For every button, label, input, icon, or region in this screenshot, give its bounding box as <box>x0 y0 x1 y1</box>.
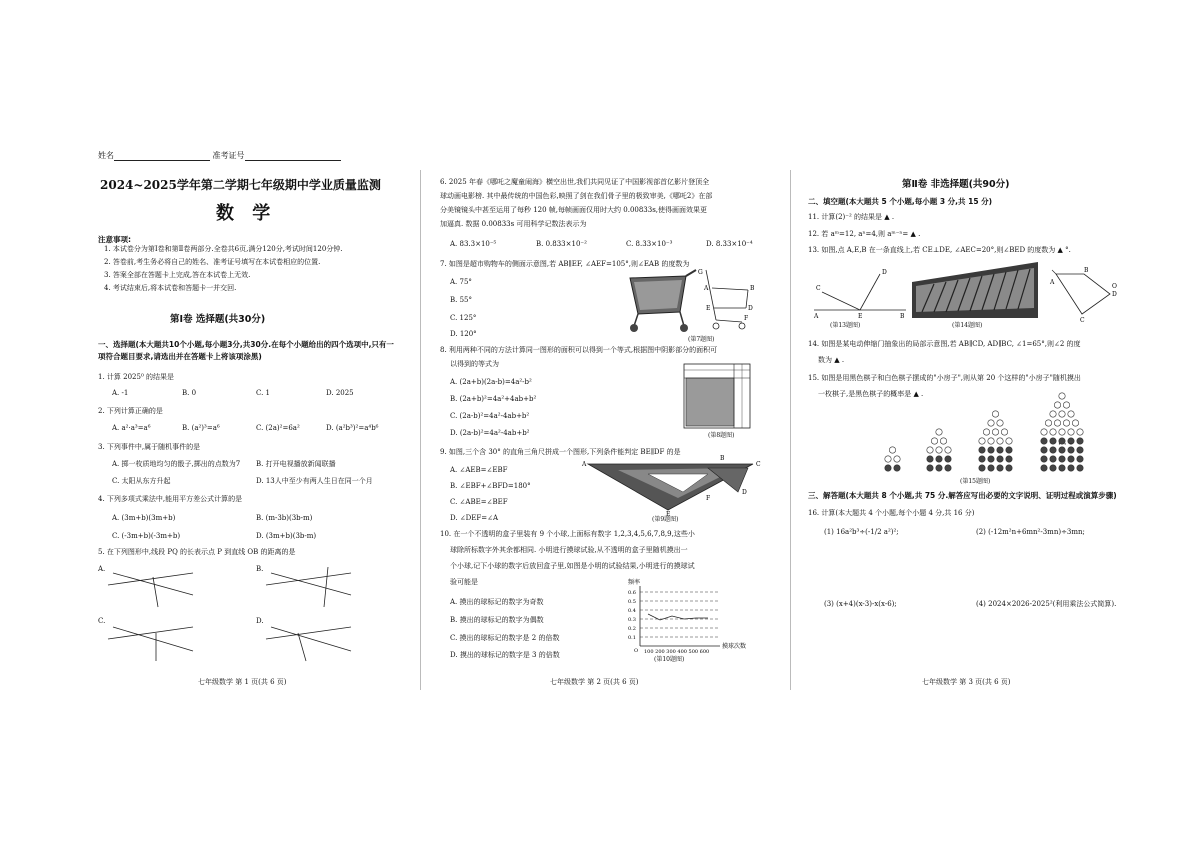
white-piece <box>1068 411 1074 417</box>
q15-ellipsis: · · · <box>1058 440 1073 450</box>
q10-line-4: 验可能是 <box>450 578 478 586</box>
page-3 <box>808 0 1118 849</box>
q7-label-d: D <box>748 305 753 312</box>
q5-option-a: A. <box>98 565 106 573</box>
name-label: 姓名 <box>98 151 114 160</box>
id-blank <box>245 152 341 161</box>
q8-stem-1: 8. 利用两种不同的方法计算同一图形的面积可以得到一个等式,根据图中阴影部分的面积可 <box>440 346 718 354</box>
black-piece <box>979 456 985 462</box>
q8-option-a: A. (2a+b)(2a-b)=4a²-b² <box>450 378 532 386</box>
q16-stem: 16. 计算(本大题共 4 个小题,每个小题 4 分,共 16 分) <box>808 509 975 517</box>
notice-title: 注意事项: <box>98 235 131 244</box>
black-piece <box>997 456 1003 462</box>
q10-chart-xlabel: 摸球次数 <box>722 643 747 650</box>
white-piece <box>1059 393 1065 399</box>
q2-option-d: D. (a²b³)²=a⁴b⁶ <box>326 424 379 432</box>
q10-ytick: 0.5 <box>628 599 636 605</box>
q16-part-3: (3) (x+4)(x-3)-x(x-6); <box>824 600 897 608</box>
column-divider <box>790 170 791 690</box>
q15-line-2: 一枚棋子,是黑色棋子的概率是 ▲ . <box>818 390 924 398</box>
q8-caption: (第8题图) <box>708 432 735 439</box>
q11: 11. 计算(2)⁻² 的结果是 ▲ . <box>808 213 895 221</box>
q10-option-c: C. 摸出的球标记的数字是 2 的倍数 <box>450 634 560 642</box>
black-piece <box>1006 447 1012 453</box>
notice-1: 1. 本试卷分为第Ⅰ卷和第Ⅱ卷两部分.全卷共6页,满分120分,考试时间120分钟. <box>104 245 343 253</box>
q6-option-b: B. 0.833×10⁻² <box>536 240 587 248</box>
q1-option-d: D. 2025 <box>326 389 354 397</box>
q14-label-o: O <box>1112 283 1117 290</box>
q2-option-c: C. (2a)²=6a² <box>256 424 300 432</box>
white-piece <box>894 456 900 462</box>
q5-figure-a <box>108 563 198 613</box>
q10-ytick: 0.1 <box>628 635 636 641</box>
black-piece <box>936 456 942 462</box>
column-divider <box>420 170 421 690</box>
q14-label-b: B <box>1084 267 1089 274</box>
black-piece <box>927 456 933 462</box>
white-piece <box>992 411 998 417</box>
q14-line-1: 14. 如图是某电动伸缩门抽象出的局部示意图,若 AB∥CD, AD∥BC, ∠1=65°,则∠2 的度 <box>808 340 1081 348</box>
q5-option-c: C. <box>98 617 106 625</box>
white-piece <box>936 429 942 435</box>
q9-option-a: A. ∠AEB=∠EBF <box>450 466 508 474</box>
q10-ytick: 0.6 <box>628 590 636 596</box>
white-piece <box>1063 402 1069 408</box>
q10-line-1: 10. 在一个不透明的盒子里装有 9 个小球,上面标有数字 1,2,3,4,5,6,7,8,9,这些小 <box>440 530 695 538</box>
q10-line-3: 个小球,记下小球的数字后放回盒子里,如图是小明的试验结果,小明进行的摸球试 <box>450 562 695 570</box>
white-piece <box>885 456 891 462</box>
black-piece <box>1041 447 1047 453</box>
q10-caption: (第10题图) <box>654 656 685 663</box>
q9-option-d: D. ∠DEF=∠A <box>450 514 499 522</box>
q14-label-c: C <box>1080 317 1085 324</box>
q9-label-e: E <box>666 511 671 518</box>
q8-option-d: D. (2a-b)²=4a²-4ab+b² <box>450 429 530 437</box>
q13-caption: (第13题图) <box>830 322 861 329</box>
section3-instructions: 三、解答题(本大题共 8 个小题,共 75 分.解答应写出必要的文字说明、证明过程或演算步骤) <box>808 491 1117 500</box>
q4-stem: 4. 下列多项式乘法中,能用平方差公式计算的是 <box>98 495 243 503</box>
q8-option-b: B. (2a+b)²=4a²+4ab+b² <box>450 395 537 403</box>
black-piece <box>1077 447 1083 453</box>
white-piece <box>1063 420 1069 426</box>
page-2 <box>440 0 770 849</box>
q5-figure-d <box>266 615 356 665</box>
q10-chart-ylabel: 频率 <box>628 579 641 586</box>
white-piece <box>1068 429 1074 435</box>
q9-triangle-rulers-figure <box>582 455 761 518</box>
part2-heading: 第Ⅱ卷 非选择题(共90分) <box>902 179 1010 190</box>
q4-option-a: A. (3m+b)(3m+b) <box>112 514 176 522</box>
q10-chart-origin: O <box>634 648 639 654</box>
q3-option-b: B. 打开电视播放新闻联播 <box>256 460 336 468</box>
q6-line-2: 球动画电影榜. 其中最传统的中国色彩,映照了剑在我们骨子里的极致审美,《哪吒2》在部 <box>440 192 713 200</box>
q7-label-a: A <box>704 285 709 292</box>
black-piece <box>979 465 985 471</box>
black-piece <box>997 447 1003 453</box>
white-piece <box>992 429 998 435</box>
q9-option-c: C. ∠ABE=∠BEF <box>450 498 508 506</box>
white-piece <box>927 447 933 453</box>
black-piece <box>945 456 951 462</box>
white-piece <box>1050 429 1056 435</box>
black-piece <box>936 465 942 471</box>
white-piece <box>936 447 942 453</box>
q7-option-a: A. 75° <box>450 278 472 286</box>
white-piece <box>988 438 994 444</box>
q1-option-b: B. 0 <box>182 389 197 397</box>
q7-label-e: E <box>706 305 711 312</box>
q4-option-c: C. (-3m+b)(-3m+b) <box>112 532 181 540</box>
q14-line-2: 数为 ▲ . <box>818 356 845 364</box>
q14-label-d: D <box>1112 291 1117 298</box>
q6-line-4: 加逼真. 数据 0.00833s 可用科学记数法表示为 <box>440 220 587 228</box>
black-piece <box>1006 456 1012 462</box>
q16-part-4: (4) 2024×2026-2025²(利用乘法公式简算). <box>976 600 1117 608</box>
q10-option-b: B. 摸出的球标记的数字为偶数 <box>450 616 544 624</box>
white-piece <box>1050 411 1056 417</box>
white-piece <box>1054 402 1060 408</box>
q8-stem-2: 以得到的等式为 <box>450 360 499 368</box>
q4-option-b: B. (m-3b)(3b-m) <box>256 514 313 522</box>
white-piece <box>1072 420 1078 426</box>
id-label: 准考证号 <box>212 151 245 160</box>
white-piece <box>931 438 937 444</box>
white-piece <box>1001 429 1007 435</box>
notice-2: 2. 答卷前,考生务必将自己的姓名、准考证号填写在本试卷相应的位置. <box>104 258 321 266</box>
q14-label-a: A <box>1050 279 1055 286</box>
black-piece <box>1068 465 1074 471</box>
black-piece <box>894 465 900 471</box>
q5-figure-b <box>266 563 356 613</box>
black-piece <box>1077 465 1083 471</box>
white-piece <box>997 438 1003 444</box>
q7-stem: 7. 如图是超市购物车的侧面示意图,若 AB∥EF, ∠AEF=105°,则∠EAB 的度数为 <box>440 260 690 268</box>
white-piece <box>997 420 1003 426</box>
q3-option-a: A. 掷一枚质地均匀的骰子,掷出的点数为7 <box>112 460 241 468</box>
q15-line-1: 15. 如图是用黑色棋子和白色棋子摆成的"小房子",则从第 20 个这样的"小房子"随机摸出 <box>808 374 1081 382</box>
white-piece <box>983 429 989 435</box>
q2-option-a: A. a²·a³=a⁶ <box>112 424 151 432</box>
name-line <box>98 151 341 161</box>
q8-option-c: C. (2a-b)²=4a²-4ab+b² <box>450 412 530 420</box>
q4-option-d: D. (3m+b)(3b-m) <box>256 532 317 540</box>
black-piece <box>1050 438 1056 444</box>
white-piece <box>889 447 895 453</box>
q5-option-b: B. <box>256 565 264 573</box>
q3-option-d: D. 13人中至少有两人生日在同一个月 <box>256 477 373 485</box>
q10-ytick: 0.4 <box>628 608 636 614</box>
q9-label-f: F <box>706 495 711 502</box>
black-piece <box>1050 456 1056 462</box>
q10-ytick: 0.2 <box>628 626 636 632</box>
q9-label-c: C <box>756 461 761 468</box>
black-piece <box>1059 465 1065 471</box>
q3-option-c: C. 太阳从东方升起 <box>112 477 171 485</box>
white-piece <box>1041 429 1047 435</box>
black-piece <box>1041 438 1047 444</box>
q14-gate-image <box>912 262 1042 322</box>
q10-option-d: D. 摸出的球标记的数字是 3 的倍数 <box>450 651 560 659</box>
q6-option-d: D. 8.33×10⁻⁴ <box>706 240 753 248</box>
white-piece <box>940 438 946 444</box>
q8-area-figure <box>684 364 752 430</box>
white-piece <box>1077 429 1083 435</box>
q1-option-c: C. 1 <box>256 389 271 397</box>
q13-label-d: D <box>882 269 887 276</box>
white-piece <box>1045 420 1051 426</box>
name-blank <box>114 152 210 161</box>
black-piece <box>988 447 994 453</box>
q9-option-b: B. ∠EBF+∠BFD=180° <box>450 482 531 490</box>
part1-heading: 第Ⅰ卷 选择题(共30分) <box>170 314 266 325</box>
q3-stem: 3. 下列事件中,属于随机事件的是 <box>98 443 201 451</box>
section1-instructions-1: 一、选择题(本大题共10个小题,每小题3分,共30分.在每个小题给出的四个选项中,只有一 <box>98 340 394 349</box>
notice-4: 4. 考试结束后,将本试卷和答题卡一并交回. <box>104 284 237 292</box>
q14-rhombus-diagram <box>1050 267 1118 324</box>
q7-diagram <box>698 269 762 332</box>
q7-label-f: F <box>744 315 749 322</box>
black-piece <box>997 465 1003 471</box>
q6-line-1: 6. 2025 年春《哪吒之魔童闹海》横空出世,我们共同见证了中国影视部首亿影片登顶全 <box>440 178 710 186</box>
section2-instructions: 二、填空题(本大题共 5 个小题,每小题 3 分,共 15 分) <box>808 197 993 206</box>
black-piece <box>988 465 994 471</box>
q7-option-b: B. 55° <box>450 296 473 304</box>
page1-footer: 七年级数学 第 1 页(共 6 页) <box>198 678 287 686</box>
white-piece <box>1059 411 1065 417</box>
black-piece <box>1077 456 1083 462</box>
q5-option-d: D. <box>256 617 264 625</box>
black-piece <box>945 465 951 471</box>
black-piece <box>1077 438 1083 444</box>
q13-label-b: B <box>900 313 905 320</box>
q6-option-a: A. 83.3×10⁻⁵ <box>450 240 497 248</box>
q6-line-3: 分美镜镜头中甚至运用了每秒 120 帧,每帧画面仅用时大约 0.00833s,使得画面效果更 <box>440 206 708 214</box>
q9-label-b: B <box>720 455 725 462</box>
exam-title: 2024~2025学年第二学期七年级期中学业质量监测 <box>100 178 381 192</box>
white-piece <box>1006 438 1012 444</box>
q16-part-2: (2) (-12m²n+6mn²-3mn)÷3mn; <box>976 528 1085 536</box>
black-piece <box>1068 456 1074 462</box>
page3-footer: 七年级数学 第 3 页(共 6 页) <box>922 678 1011 686</box>
white-piece <box>1054 420 1060 426</box>
q7-caption: (第7题图) <box>688 336 715 343</box>
q5-stem: 5. 在下列图形中,线段 PQ 的长表示点 P 到直线 OB 的距离的是 <box>98 548 296 556</box>
white-piece <box>979 438 985 444</box>
black-piece <box>988 456 994 462</box>
q13-label-c: C <box>816 285 821 292</box>
q12: 12. 若 aᵐ=12, aⁿ=4,则 aᵐ⁻ⁿ= ▲ . <box>808 230 921 238</box>
q15-caption: (第15题图) <box>960 478 991 485</box>
shopping-cart-image <box>620 268 700 336</box>
q9-stem: 9. 如图,三个含 30° 的直角三角尺拼成一个图形,下列条件能判定 BE∥DF 的是 <box>440 448 681 456</box>
q1-option-a: A. -1 <box>112 389 129 397</box>
black-piece <box>1006 465 1012 471</box>
black-piece <box>1059 456 1065 462</box>
white-piece <box>988 420 994 426</box>
q14-caption: (第14题图) <box>952 322 983 329</box>
q13: 13. 如图,点 A,E,B 在一条直线上,若 CE⊥DE, ∠AEC=20°,则∠BED 的度数为 ▲ °. <box>808 246 1071 254</box>
black-piece <box>979 447 985 453</box>
subject-title: 数 学 <box>216 203 277 224</box>
black-piece <box>1050 447 1056 453</box>
white-piece <box>945 447 951 453</box>
q7-label-g: G <box>698 269 703 276</box>
q7-option-c: C. 125° <box>450 314 477 322</box>
q9-label-a: A <box>582 461 587 468</box>
q16-part-1: (1) 16a²b³÷(-1/2 a²)²; <box>824 528 899 536</box>
notice-3: 3. 答案全部在答题卡上完成,答在本试卷上无效. <box>104 271 251 279</box>
q10-ytick: 0.3 <box>628 617 636 623</box>
q10-option-a: A. 摸出的球标记的数字为奇数 <box>450 598 544 606</box>
q9-caption: (第9题图) <box>652 516 679 523</box>
q9-label-d: D <box>742 489 747 496</box>
q5-figure-c <box>108 615 198 665</box>
section1-instructions-2: 项符合题目要求,请选出并在答题卡上将该项涂黑) <box>98 352 262 361</box>
q10-line-2: 球除所标数字外其余都相同. 小明进行摸球试验,从不透明的盒子里随机摸出一 <box>450 546 688 554</box>
q10-xticks: 100 200 300 400 500 600 <box>644 649 710 655</box>
q15-houses-figure <box>882 398 1102 478</box>
black-piece <box>1041 456 1047 462</box>
q13-label-a: A <box>814 313 819 320</box>
black-piece <box>885 465 891 471</box>
q7-label-b: B <box>750 285 755 292</box>
black-piece <box>1050 465 1056 471</box>
q6-option-c: C. 8.33×10⁻³ <box>626 240 673 248</box>
q2-option-b: B. (a²)³=a⁶ <box>182 424 220 432</box>
q13-figure <box>814 268 910 318</box>
q7-option-d: D. 120° <box>450 330 477 338</box>
q13-label-e: E <box>858 313 863 320</box>
q10-frequency-chart <box>626 578 756 658</box>
black-piece <box>927 465 933 471</box>
q2-stem: 2. 下列计算正确的是 <box>98 407 163 415</box>
black-piece <box>1041 465 1047 471</box>
white-piece <box>1059 429 1065 435</box>
page-1 <box>98 0 398 849</box>
q1-stem: 1. 计算 2025⁰ 的结果是 <box>98 373 174 381</box>
page2-footer: 七年级数学 第 2 页(共 6 页) <box>550 678 639 686</box>
